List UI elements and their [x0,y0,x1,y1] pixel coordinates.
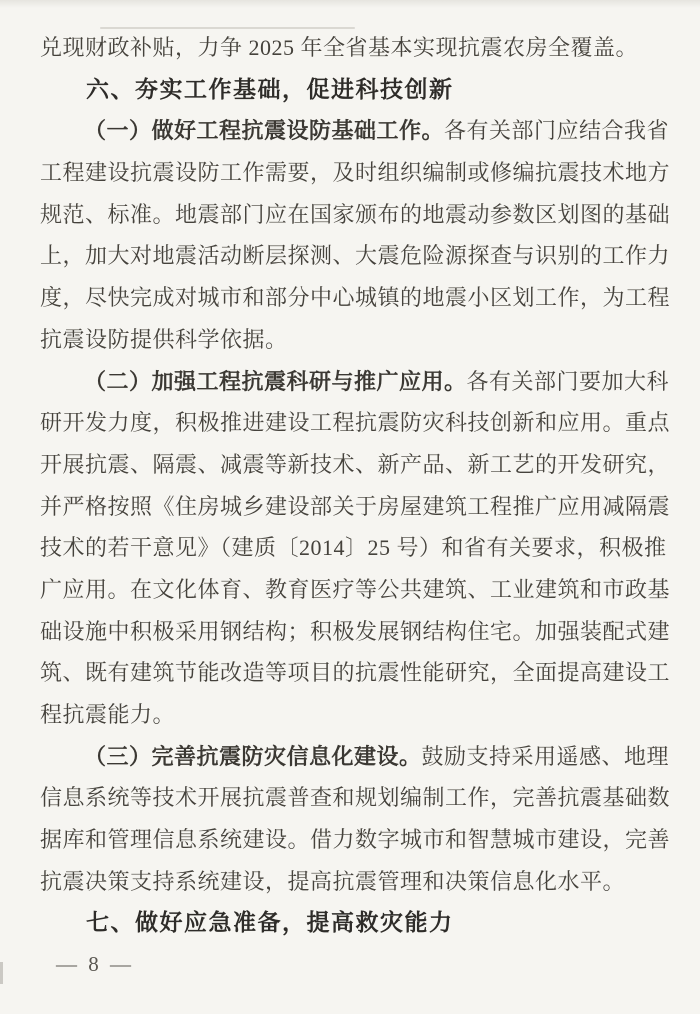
body-text: 鼓励支持采用遥感、地理 [421,743,670,769]
body-line: 规范、标准。地震部门应在国家颁布的地震动参数区划图的基础 [40,201,671,227]
body-line: 抗震设防提供科学依据。 [40,326,288,352]
body-line: 技术的若干意见》（建质〔2014〕25 号）和省有关要求，积极推 [40,535,667,561]
paragraph-three-first-line [40,736,670,778]
paragraph-two-lead: （二）加强工程抗震科研与推广应用。 [84,368,467,394]
body-line: 抗震决策支持系统建设，提高抗震管理和决策信息化水平。 [40,868,626,894]
body-line: 研开发力度，积极推进建设工程抗震防灾科技创新和应用。重点 [40,410,671,436]
body-line: 广应用。在文化体育、教育医疗等公共建筑、工业建筑和市政基 [40,576,671,602]
document-body [40,27,671,986]
body-text: 各有关部门要加大科 [466,368,670,394]
body-line: 信息系统等技术开展抗震普查和规划编制工作，完善抗震基础数 [40,785,671,811]
body-line: 程抗震能力。 [40,702,176,727]
body-line: 开展抗震、隔震、减震等新技术、新产品、新工艺的开发研究， [40,451,671,477]
scan-tick-artifact [0,962,3,984]
body-line: 据库和管理信息系统建设。借力数字城市和智慧城市建设，完善 [40,827,671,853]
paragraph-one-first-line [40,110,670,152]
body-line: 工程建设抗震设防工作需要，及时组织编制或修编抗震技术地方 [40,160,671,186]
body-line: 兑现财政补贴，力争 2025 年全省基本实现抗震农房全覆盖。 [40,35,639,60]
body-line: 上，加大对地震活动断层探测、大震危险源探查与识别的工作力 [40,243,671,269]
paragraph-three-lead: （三）完善抗震防灾信息化建设。 [84,743,422,769]
scan-edge-artifact [0,0,700,8]
body-line: 筑、既有建筑节能改造等项目的抗震性能研究，全面提高建设工 [40,660,671,686]
body-line: 度，尽快完成对城市和部分中心城镇的地震小区划工作，为工程 [40,285,671,311]
section-heading-six: 六、夯实工作基础，促进科技创新 [86,75,454,102]
section-heading-seven: 七、做好应急准备，提高救灾能力 [86,909,454,936]
body-line: 并严格按照《住房城乡建设部关于房屋建筑工程推广应用减隔震 [40,493,671,519]
body-text: 各有关部门应结合我省 [444,118,670,144]
body-line: 础设施中积极采用钢结构；积极发展钢结构住宅。加强装配式建 [40,618,671,644]
paragraph-one-lead: （一）做好工程抗震设防基础工作。 [84,118,445,144]
page-number: — 8 — [56,952,134,977]
paragraph-two-first-line [40,361,670,403]
